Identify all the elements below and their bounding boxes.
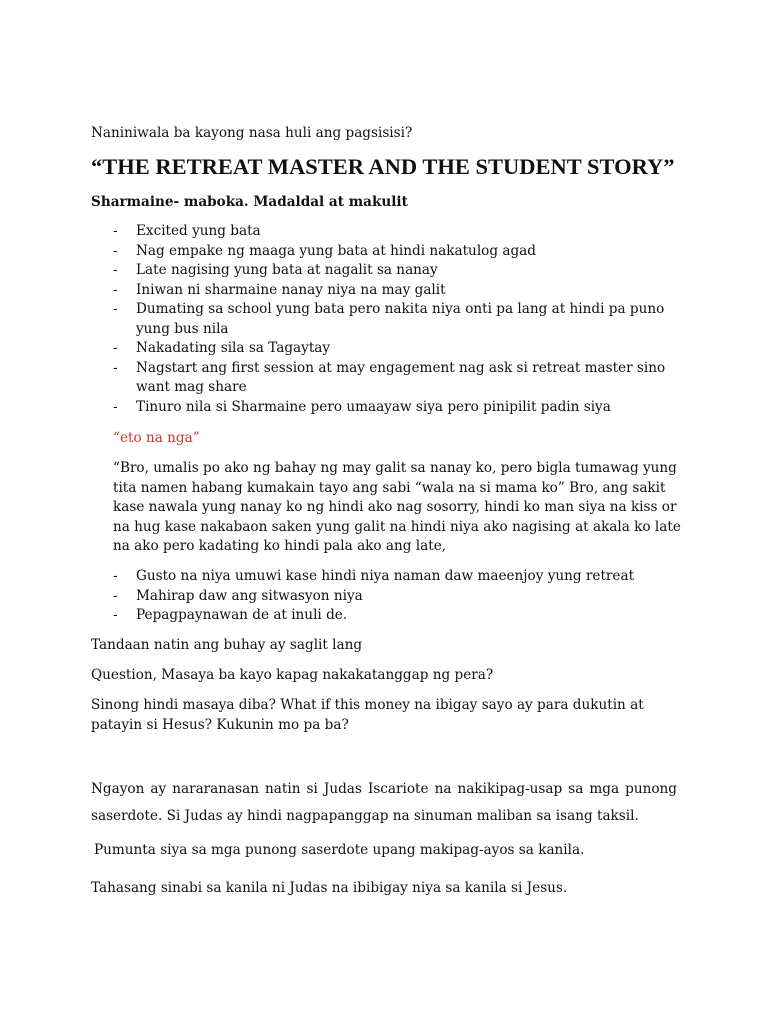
dash-bullet: -: [113, 262, 118, 278]
list-item-text: Tinuro nila si Sharmaine pero umaayaw siya pero pinipilit padin siya: [136, 398, 611, 415]
list-item: [91, 567, 671, 587]
document-title: “THE RETREAT MASTER AND THE STUDENT STORY”: [91, 154, 675, 179]
list-item: [91, 606, 671, 626]
list-item-text: Dumating sa school yung bata pero nakita niya onti pa lang at hindi pa puno yung bus nila: [136, 301, 665, 337]
list-item-text: Iniwan ni sharmaine nanay niya na may galit: [136, 281, 446, 298]
dash-bullet: -: [113, 242, 118, 259]
list-item-text: Gusto na niya umuwi kase hindi niya naman daw maeenjoy yung retreat: [136, 568, 635, 584]
list-item-text: Mahirap daw ang sitwasyon niya: [136, 587, 363, 604]
dash-bullet: -: [113, 223, 118, 239]
dash-bullet: -: [113, 281, 118, 298]
list-item: [91, 587, 671, 607]
dash-bullet: -: [113, 340, 118, 356]
list-item: [91, 242, 671, 262]
list-item-text: Nakadating sila sa Tagaytay: [136, 340, 331, 356]
list-item: [91, 300, 671, 339]
quote-paragraph: “Bro, umalis po ako ng bahay ng may galit sa nanay ko, pero bigla tumawag yung tita namen habang kumakain tayo ang sabi “wala na si mama ko” Bro, ang sakit kase nawala yung nanay ko ng hindi ako nag sosorry, hindi ko man siya na kiss or na hug kase nakabaon saken yung galit na hindi niya ako nagising at akala ko late na ako pero kadating ko hindi pala ako ang late,: [113, 460, 681, 554]
list-item-text: Late nagising yung bata at nagalit sa nanay: [136, 262, 438, 278]
dash-bullet: -: [113, 359, 118, 376]
list-item: [91, 222, 671, 242]
red-note: “eto na nga”: [113, 430, 200, 446]
story-list: [91, 222, 671, 417]
aftermath-list: [91, 567, 671, 626]
dash-bullet: -: [113, 568, 118, 584]
list-item: [91, 359, 671, 398]
list-item-text: Pepagpaynawan de at inuli de.: [136, 607, 348, 623]
list-item: [91, 261, 671, 281]
paragraph-judas: Ngayon ay nararanasan natin si Judas Iscariote na nakikipag-usap sa mga punong saserdote. Si Judas ay hindi nagpapanggap na sinuman maliban sa isang taksil.: [91, 781, 677, 824]
paragraph-question: Question, Masaya ba kayo kapag nakakatanggap ng pera?: [91, 667, 494, 683]
list-item: [91, 281, 671, 301]
subtitle: Sharmaine- maboka. Madaldal at makulit: [91, 194, 408, 210]
list-item-text: Nag empake ng maaga yung bata at hindi nakatulog agad: [136, 242, 536, 259]
dash-bullet: -: [113, 301, 118, 317]
paragraph-betrayal: Tahasang sinabi sa kanila ni Judas na ibibigay niya sa kanila si Jesus.: [91, 880, 568, 896]
list-item-text: Excited yung bata: [136, 223, 261, 239]
paragraph-money: Sinong hindi masaya diba? What if this money na ibigay sayo ay para dukutin at patayin si Hesus? Kukunin mo pa ba?: [91, 697, 644, 733]
paragraph-life-short: Tandaan natin ang buhay ay saglit lang: [91, 637, 363, 653]
dash-bullet: -: [113, 398, 118, 415]
intro-question: Naniniwala ba kayong nasa huli ang pagsisisi?: [91, 125, 413, 141]
list-item: [91, 339, 671, 359]
dash-bullet: -: [113, 607, 118, 623]
list-item-text: Nagstart ang first session at may engagement nag ask si retreat master sino want mag share: [136, 359, 666, 395]
dash-bullet: -: [113, 587, 118, 604]
list-item: [91, 398, 671, 418]
paragraph-priests: Pumunta siya sa mga punong saserdote upang makipag-ayos sa kanila.: [94, 842, 585, 858]
